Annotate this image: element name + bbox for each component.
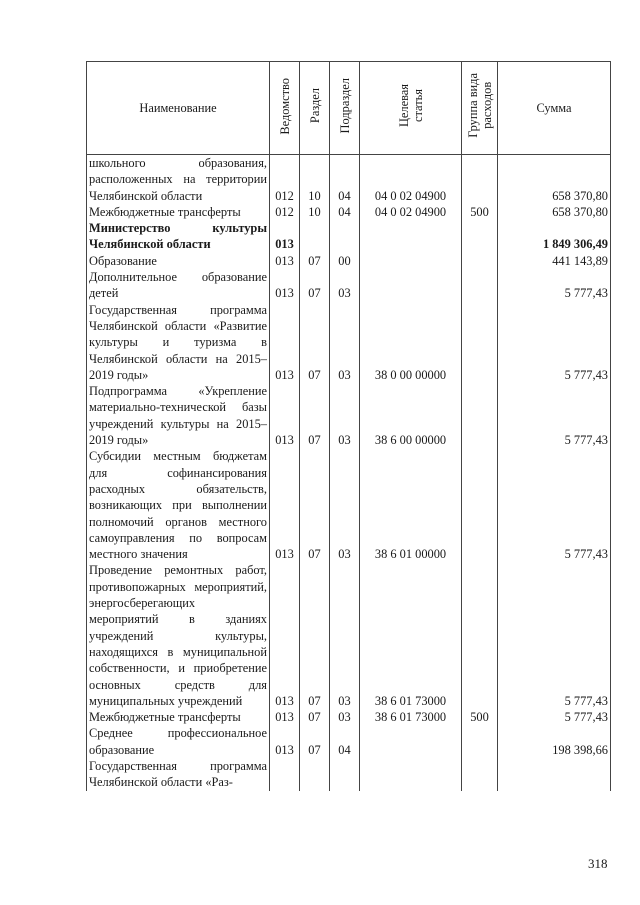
row-gruppa xyxy=(462,269,498,302)
row-podrazdel: 03 xyxy=(330,448,360,562)
row-name: Проведение ремонтных работ, противопожарных мероприятий, энергосберегающих мероприятий в зданиях учреждений культуры, находящихся в муниципальной собственности, и приобретение основных средств для муниципальных учреждений xyxy=(87,562,270,709)
row-summa: 5 777,43 xyxy=(498,562,611,709)
row-podrazdel: 04 xyxy=(330,155,360,204)
table-row xyxy=(87,448,611,562)
header-razdel-label: Раздел xyxy=(307,88,322,124)
row-podrazdel: 04 xyxy=(330,725,360,758)
row-razdel: 07 xyxy=(300,562,330,709)
row-name: Межбюджетные трансферты xyxy=(87,709,270,725)
row-summa: 198 398,66 xyxy=(498,725,611,758)
row-celevaya: 04 0 02 04900 xyxy=(360,204,462,220)
row-podrazdel: 03 xyxy=(330,709,360,725)
page-number: 318 xyxy=(588,856,608,871)
row-summa: 5 777,43 xyxy=(498,448,611,562)
row-gruppa xyxy=(462,448,498,562)
table-row xyxy=(87,758,611,791)
table-row xyxy=(87,253,611,269)
row-vedomstvo: 013 xyxy=(270,383,300,448)
row-razdel: 07 xyxy=(300,302,330,383)
row-gruppa xyxy=(462,758,498,791)
row-gruppa xyxy=(462,725,498,758)
table-header-row xyxy=(87,62,611,155)
table-row xyxy=(87,562,611,709)
header-summa: Сумма xyxy=(498,62,611,155)
header-razdel xyxy=(300,62,330,155)
row-razdel: 10 xyxy=(300,204,330,220)
row-celevaya: 38 6 01 00000 xyxy=(360,448,462,562)
row-celevaya xyxy=(360,269,462,302)
row-gruppa xyxy=(462,383,498,448)
row-vedomstvo: 013 xyxy=(270,562,300,709)
row-razdel xyxy=(300,758,330,791)
row-vedomstvo: 013 xyxy=(270,302,300,383)
row-vedomstvo: 013 xyxy=(270,253,300,269)
header-vedomstvo xyxy=(270,62,300,155)
row-gruppa xyxy=(462,155,498,204)
row-razdel: 07 xyxy=(300,383,330,448)
row-razdel: 07 xyxy=(300,253,330,269)
row-celevaya xyxy=(360,220,462,253)
row-podrazdel xyxy=(330,220,360,253)
row-celevaya: 38 6 00 00000 xyxy=(360,383,462,448)
row-gruppa xyxy=(462,302,498,383)
row-celevaya: 38 6 01 73000 xyxy=(360,709,462,725)
header-celevaya-statya xyxy=(360,62,462,155)
row-celevaya: 38 0 00 00000 xyxy=(360,302,462,383)
table-row-ministry xyxy=(87,220,611,253)
row-podrazdel: 04 xyxy=(330,204,360,220)
row-vedomstvo: 013 xyxy=(270,448,300,562)
row-summa: 5 777,43 xyxy=(498,269,611,302)
row-name: Образование xyxy=(87,253,270,269)
row-vedomstvo: 013 xyxy=(270,269,300,302)
row-celevaya xyxy=(360,725,462,758)
table-row xyxy=(87,709,611,725)
row-name: Государственная программа Челябинской области «Развитие культуры и туризма в Челябинской области на 2015–2019 годы» xyxy=(87,302,270,383)
row-vedomstvo: 012 xyxy=(270,155,300,204)
row-razdel: 07 xyxy=(300,269,330,302)
table-row xyxy=(87,302,611,383)
row-podrazdel: 03 xyxy=(330,562,360,709)
row-podrazdel xyxy=(330,758,360,791)
header-gruppa-vida-rashodov xyxy=(462,62,498,155)
row-celevaya: 38 6 01 73000 xyxy=(360,562,462,709)
row-name: Государственная программа Челябинской области «Раз- xyxy=(87,758,270,791)
row-summa xyxy=(498,758,611,791)
row-summa: 658 370,80 xyxy=(498,155,611,204)
table-row xyxy=(87,155,611,204)
row-razdel: 10 xyxy=(300,155,330,204)
row-vedomstvo: 013 xyxy=(270,220,300,253)
row-razdel: 07 xyxy=(300,709,330,725)
row-summa: 5 777,43 xyxy=(498,709,611,725)
row-podrazdel: 00 xyxy=(330,253,360,269)
row-name: Субсидии местным бюджетам для софинансирования расходных обязательств, возникающих при выполнении полномочий органов местного самоуправления по вопросам местного значения xyxy=(87,448,270,562)
row-razdel xyxy=(300,220,330,253)
header-podrazdel xyxy=(330,62,360,155)
header-name: Наименование xyxy=(87,62,270,155)
row-name: Среднее профессиональное образование xyxy=(87,725,270,758)
row-vedomstvo: 013 xyxy=(270,709,300,725)
row-celevaya xyxy=(360,253,462,269)
header-vedomstvo-label: Ведомство xyxy=(277,77,292,135)
row-summa: 5 777,43 xyxy=(498,383,611,448)
row-podrazdel: 03 xyxy=(330,269,360,302)
row-gruppa: 500 xyxy=(462,204,498,220)
header-celevaya-label: Целевая статья xyxy=(396,84,425,128)
row-name: Межбюджетные трансферты xyxy=(87,204,270,220)
row-name: Подпрограмма «Укрепление материально-технической базы учреждений культуры на 2015–2019 годы» xyxy=(87,383,270,448)
row-name: школьного образования, расположенных на территории Челябинской области xyxy=(87,155,270,204)
row-podrazdel: 03 xyxy=(330,302,360,383)
row-vedomstvo xyxy=(270,758,300,791)
row-gruppa xyxy=(462,562,498,709)
row-summa: 658 370,80 xyxy=(498,204,611,220)
row-summa: 5 777,43 xyxy=(498,302,611,383)
row-gruppa xyxy=(462,220,498,253)
row-razdel: 07 xyxy=(300,448,330,562)
row-podrazdel: 03 xyxy=(330,383,360,448)
row-name: Министерство культуры Челябинской области xyxy=(87,220,270,253)
table-row xyxy=(87,725,611,758)
row-razdel: 07 xyxy=(300,725,330,758)
row-summa: 1 849 306,49 xyxy=(498,220,611,253)
table-row xyxy=(87,383,611,448)
row-vedomstvo: 013 xyxy=(270,725,300,758)
budget-table xyxy=(86,61,611,791)
table-row xyxy=(87,204,611,220)
row-gruppa xyxy=(462,253,498,269)
row-vedomstvo: 012 xyxy=(270,204,300,220)
row-gruppa: 500 xyxy=(462,709,498,725)
row-celevaya xyxy=(360,758,462,791)
row-name: Дополнительное образование детей xyxy=(87,269,270,302)
header-gruppa-label: Группа вида расходов xyxy=(465,73,494,139)
row-celevaya: 04 0 02 04900 xyxy=(360,155,462,204)
table-row xyxy=(87,269,611,302)
row-summa: 441 143,89 xyxy=(498,253,611,269)
header-podrazdel-label: Подраздел xyxy=(337,78,352,134)
